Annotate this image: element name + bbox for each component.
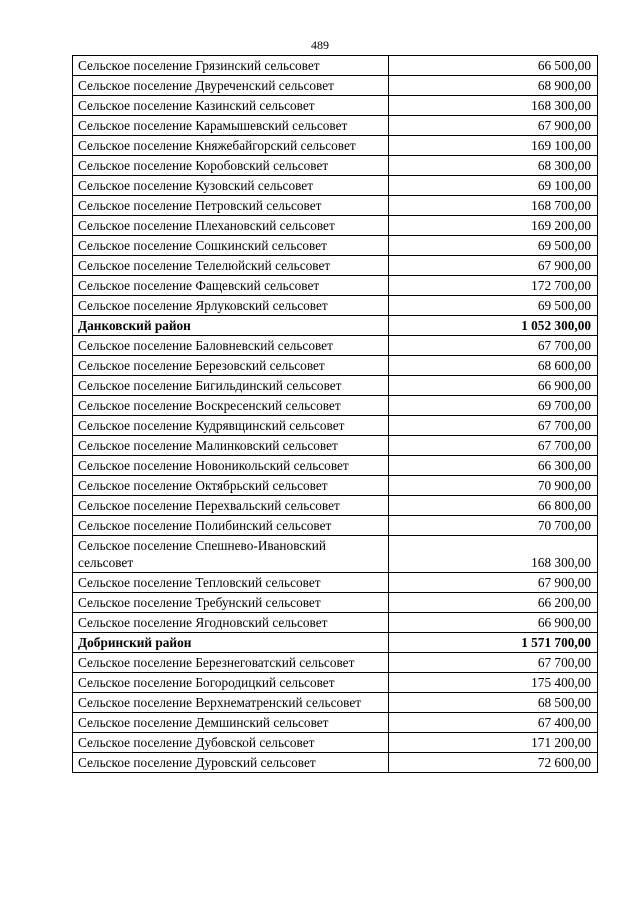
table-row [73,693,598,713]
allocation-amount: 68 500,00 [389,693,598,713]
allocation-amount: 70 700,00 [389,516,598,536]
table-row [73,236,598,256]
table-row [73,536,598,573]
settlement-name: Сельское поселение Бигильдинский сельсовет [73,376,389,396]
table-row [73,516,598,536]
allocation-amount: 66 900,00 [389,613,598,633]
allocation-amount: 67 700,00 [389,436,598,456]
settlement-name: Сельское поселение Верхнематренский сельсовет [73,693,389,713]
table-row [73,296,598,316]
settlement-name: Сельское поселение Октябрьский сельсовет [73,476,389,496]
settlement-name: Сельское поселение Демшинский сельсовет [73,713,389,733]
table-row [73,753,598,773]
settlement-name: Сельское поселение Карамышевский сельсовет [73,116,389,136]
table-row [73,156,598,176]
page-number: 489 [311,38,329,52]
allocation-amount: 68 300,00 [389,156,598,176]
allocation-amount: 72 600,00 [389,753,598,773]
table-row [73,256,598,276]
settlement-name: Сельское поселение Плехановский сельсовет [73,216,389,236]
allocation-amount: 171 200,00 [389,733,598,753]
table-body [73,56,598,773]
table-row [73,76,598,96]
settlement-name: Сельское поселение Телелюйский сельсовет [73,256,389,276]
table-row [73,136,598,156]
table-row [73,276,598,296]
allocation-amount: 66 200,00 [389,593,598,613]
district-name: Добринский район [73,633,389,653]
table-row [73,673,598,693]
table-row [73,56,598,76]
table-row [73,713,598,733]
table-row [73,476,598,496]
settlement-name: Сельское поселение Дуровский сельсовет [73,753,389,773]
allocation-table [72,55,598,773]
allocation-amount: 69 500,00 [389,296,598,316]
table-row [73,196,598,216]
table-row [73,733,598,753]
settlement-name: Сельское поселение Казинский сельсовет [73,96,389,116]
table-row [73,376,598,396]
allocation-amount: 66 500,00 [389,56,598,76]
table-row [73,436,598,456]
settlement-name: Сельское поселение Тепловский сельсовет [73,573,389,593]
table-row [73,116,598,136]
settlement-name: Сельское поселение Петровский сельсовет [73,196,389,216]
allocation-amount: 67 900,00 [389,573,598,593]
allocation-amount: 67 700,00 [389,336,598,356]
settlement-name: Сельское поселение Перехвальский сельсовет [73,496,389,516]
settlement-name: Сельское поселение Княжебайгорский сельсовет [73,136,389,156]
allocation-amount: 69 100,00 [389,176,598,196]
district-total-amount: 1 571 700,00 [389,633,598,653]
allocation-amount: 66 800,00 [389,496,598,516]
table-row [73,416,598,436]
allocation-amount: 68 600,00 [389,356,598,376]
settlement-name: Сельское поселение Новоникольский сельсовет [73,456,389,476]
settlement-name: Сельское поселение Коробовский сельсовет [73,156,389,176]
settlement-name: Сельское поселение Малинковский сельсовет [73,436,389,456]
table-row [73,356,598,376]
settlement-name: Сельское поселение Березовский сельсовет [73,356,389,376]
table-row [73,613,598,633]
table-row [73,396,598,416]
settlement-name: Сельское поселение Кузовский сельсовет [73,176,389,196]
allocation-amount: 66 900,00 [389,376,598,396]
allocation-amount: 67 700,00 [389,416,598,436]
allocation-amount: 67 700,00 [389,653,598,673]
allocation-amount: 70 900,00 [389,476,598,496]
allocation-amount: 172 700,00 [389,276,598,296]
table-row [73,456,598,476]
settlement-name: Сельское поселение Воскресенский сельсовет [73,396,389,416]
allocation-amount: 66 300,00 [389,456,598,476]
allocation-amount: 169 100,00 [389,136,598,156]
allocation-amount: 169 200,00 [389,216,598,236]
allocation-amount: 69 700,00 [389,396,598,416]
table-row [73,573,598,593]
allocation-amount: 168 300,00 [389,96,598,116]
allocation-amount: 67 400,00 [389,713,598,733]
table-row [73,593,598,613]
settlement-name: Сельское поселение Спешнево-Ивановский сельсовет [73,536,389,573]
table-row [73,336,598,356]
settlement-name: Сельское поселение Березнеговатский сельсовет [73,653,389,673]
allocation-amount: 68 900,00 [389,76,598,96]
allocation-amount: 69 500,00 [389,236,598,256]
settlement-name: Сельское поселение Грязинский сельсовет [73,56,389,76]
table-row [73,96,598,116]
district-total-amount: 1 052 300,00 [389,316,598,336]
district-name: Данковский район [73,316,389,336]
settlement-name: Сельское поселение Сошкинский сельсовет [73,236,389,256]
settlement-name: Сельское поселение Ярлуковский сельсовет [73,296,389,316]
settlement-name: Сельское поселение Богородицкий сельсовет [73,673,389,693]
settlement-name: Сельское поселение Требунский сельсовет [73,593,389,613]
table-row [73,653,598,673]
allocation-amount: 168 300,00 [389,536,598,573]
settlement-name: Сельское поселение Полибинский сельсовет [73,516,389,536]
settlement-name: Сельское поселение Двуреченский сельсовет [73,76,389,96]
settlement-name: Сельское поселение Дубовской сельсовет [73,733,389,753]
settlement-name: Сельское поселение Кудрявщинский сельсовет [73,416,389,436]
table-row [73,496,598,516]
settlement-name: Сельское поселение Баловневский сельсовет [73,336,389,356]
district-row [73,633,598,653]
allocation-amount: 67 900,00 [389,116,598,136]
table-row [73,216,598,236]
district-row [73,316,598,336]
settlement-name: Сельское поселение Фащевский сельсовет [73,276,389,296]
settlement-name: Сельское поселение Ягодновский сельсовет [73,613,389,633]
allocation-amount: 168 700,00 [389,196,598,216]
table-row [73,176,598,196]
allocation-amount: 67 900,00 [389,256,598,276]
allocation-amount: 175 400,00 [389,673,598,693]
